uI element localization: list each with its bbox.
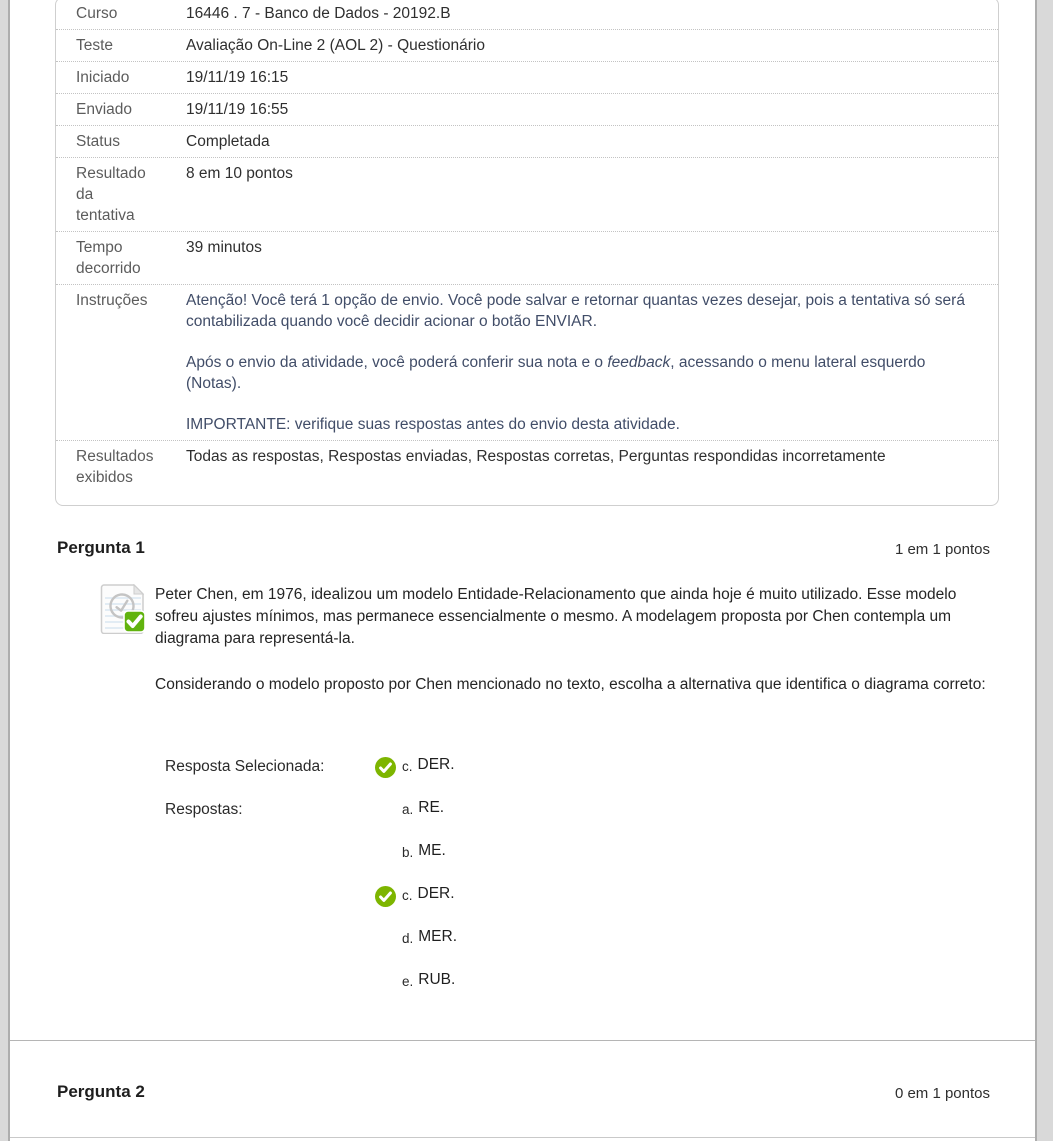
question2-points: 0 em 1 pontos: [894, 1085, 990, 1102]
correct-check-icon: [375, 756, 402, 783]
correct-check-icon: [375, 885, 402, 912]
question2-title: Pergunta 2: [57, 1082, 145, 1101]
selected-answer-label: Resposta Selecionada:: [165, 758, 325, 775]
attempt-info-panel: [55, 0, 999, 506]
info-row-status: [56, 126, 998, 158]
info-label: Status: [76, 133, 120, 150]
info-row-resultado: [56, 158, 998, 232]
info-row-enviado: [56, 94, 998, 126]
instructions-p2-before: Após o envio da atividade, você poderá conferir sua nota e o: [186, 354, 608, 371]
question1-body: [155, 584, 993, 696]
question-divider: [10, 1040, 1035, 1041]
question1-paragraph-1: Peter Chen, em 1976, idealizou um modelo Entidade-Relacionamento que ainda hoje é muito utilizado. Esse modelo sofreu ajustes mínimos, mas permanece essencialmente o mesmo. A modelagem proposta por Chen contempla um diagrama para representá-la.: [155, 586, 957, 647]
info-row-iniciado: [56, 62, 998, 94]
answer-letter: e.: [402, 974, 414, 989]
instructions-paragraph-1: Atenção! Você terá 1 opção de envio. Você pode salvar e retornar quantas vezes desejar, pois a tentativa só será contabilizada quando você decidir acionar o botão ENVIAR.: [186, 292, 965, 330]
info-value: Todas as respostas, Respostas enviadas, Respostas corretas, Perguntas respondidas incorretamente: [186, 448, 886, 465]
question1-answers: [165, 756, 995, 1014]
content-card: [8, 0, 1037, 1141]
document-check-icon: [100, 584, 146, 634]
info-value: 8 em 10 pontos: [186, 165, 293, 182]
info-value: Avaliação On-Line 2 (AOL 2) - Questionário: [186, 37, 485, 54]
answer-text: RE.: [418, 799, 445, 816]
info-label: Instruções: [76, 292, 148, 309]
icon-slot-empty: [375, 842, 402, 843]
info-value: 19/11/19 16:55: [186, 101, 289, 118]
icon-slot-empty: [375, 799, 402, 800]
answer-letter: a.: [402, 802, 414, 817]
instructions-text: [186, 290, 974, 435]
info-row-tempo: [56, 232, 998, 285]
question1-paragraph-2: Considerando o modelo proposto por Chen mencionado no texto, escolha a alternativa que identifica o diagrama correto:: [155, 676, 986, 693]
answer-option-row: [165, 928, 995, 971]
info-label: Resultados exibidos: [76, 448, 154, 486]
answer-option-row: [165, 971, 995, 1014]
question2-content-top-border: [10, 1137, 1035, 1138]
instructions-paragraph-2: [186, 352, 974, 394]
info-value: 16446 . 7 - Banco de Dados - 20192.B: [186, 5, 451, 22]
instructions-p2-after: , acessando o menu lateral esquerdo (Notas).: [186, 354, 926, 392]
answer-option-row: [165, 799, 995, 842]
info-label: Enviado: [76, 101, 133, 118]
answer-letter: c.: [402, 759, 413, 774]
instructions-paragraph-3: IMPORTANTE: verifique suas respostas antes do envio desta atividade.: [186, 416, 680, 433]
info-value: Completada: [186, 133, 270, 150]
answer-option-row-correct: [165, 885, 995, 928]
answer-text: RUB.: [418, 971, 456, 988]
info-row-resultados-exibidos: [56, 441, 998, 493]
info-row-teste: [56, 30, 998, 62]
question1-points: 1 em 1 pontos: [894, 541, 990, 558]
answers-label: Respostas:: [165, 801, 243, 818]
answer-text: MER.: [418, 928, 458, 945]
answer-option-row: [165, 842, 995, 885]
answer-letter: b.: [402, 845, 414, 860]
answer-letter: d.: [402, 931, 414, 946]
instructions-p2-italic: feedback: [607, 354, 671, 371]
question-document-icon: [100, 584, 146, 634]
info-row-instrucoes: [56, 285, 998, 441]
answer-letter: c.: [402, 888, 413, 903]
info-label: Resultado da tentativa: [76, 165, 146, 224]
icon-slot-empty: [375, 971, 402, 972]
answer-text: DER.: [417, 885, 455, 902]
answer-text: ME.: [418, 842, 446, 859]
selected-answer-row: [165, 756, 995, 799]
info-label: Iniciado: [76, 69, 130, 86]
answer-text: DER.: [417, 756, 455, 773]
info-value: 39 minutos: [186, 239, 262, 256]
icon-slot-empty: [375, 928, 402, 929]
info-label: Curso: [76, 5, 118, 22]
info-value: 19/11/19 16:15: [186, 69, 289, 86]
info-row-curso: [56, 0, 998, 30]
info-label: Teste: [76, 37, 114, 54]
info-label: Tempo decorrido: [76, 239, 141, 277]
question1-title: Pergunta 1: [57, 538, 145, 557]
